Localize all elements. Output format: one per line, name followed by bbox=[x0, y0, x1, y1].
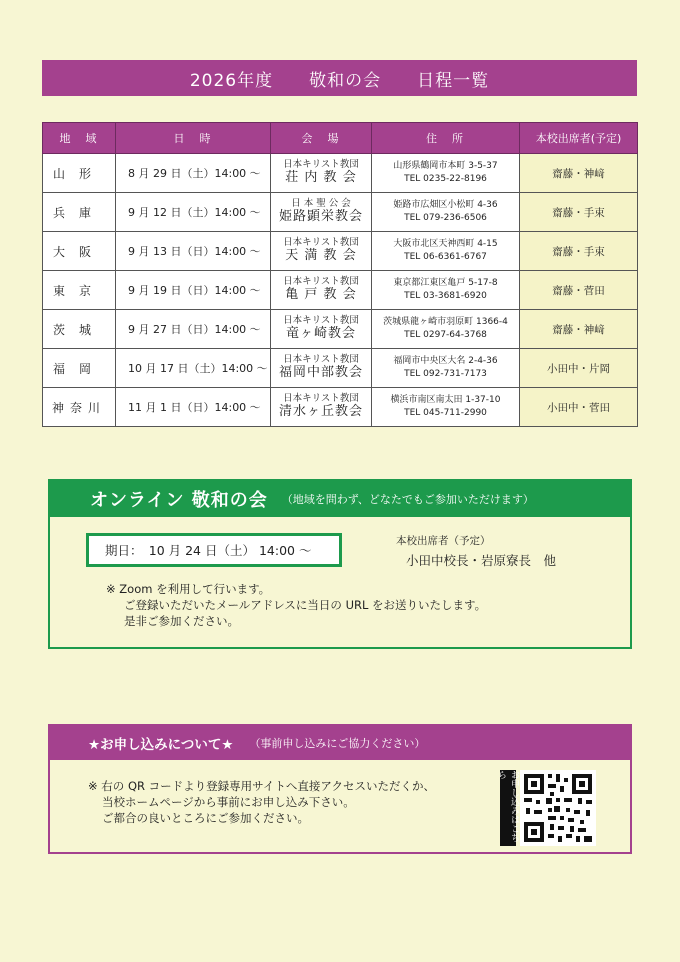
online-note: 是非ご参加ください。 bbox=[124, 614, 239, 628]
phone-line: TEL 03-3681-6920 bbox=[404, 291, 487, 301]
title-rest: 日程一覧 bbox=[417, 70, 490, 91]
date-cell: 9 月 12 日（土）14:00 ～ bbox=[116, 193, 271, 232]
online-title: オンライン 敬和の会 bbox=[90, 490, 268, 511]
online-attendee-label: 本校出席者（予定） bbox=[396, 535, 491, 547]
table-header-row bbox=[43, 123, 638, 154]
table-row bbox=[43, 154, 638, 193]
address-line: 横浜市南区南太田 1-37-10 bbox=[390, 394, 501, 405]
address-cell bbox=[372, 232, 520, 271]
title-name: 敬和の会 bbox=[309, 70, 382, 91]
attendee-cell: 小田中・片岡 bbox=[520, 349, 638, 388]
attendee-cell: 齋藤・神﨑 bbox=[520, 310, 638, 349]
header-venue: 会 場 bbox=[271, 123, 372, 154]
region-cell: 東京 bbox=[43, 271, 116, 310]
apply-notes bbox=[88, 778, 435, 826]
date-cell: 9 月 19 日（日）14:00 ～ bbox=[116, 271, 271, 310]
apply-note: ※ 右の QR コードより登録専用サイトへ直接アクセスいただくか、 bbox=[88, 779, 435, 793]
date-cell: 9 月 27 日（日）14:00 ～ bbox=[116, 310, 271, 349]
venue-name: 竜ヶ崎教会 bbox=[285, 325, 356, 341]
online-attendee-names: 小田中校長・岩原寮長 他 bbox=[406, 553, 557, 568]
online-notes bbox=[106, 581, 486, 629]
apply-note: 当校ホームページから事前にお申し込み下さい。 bbox=[102, 795, 355, 809]
venue-org: 日本キリスト教団 bbox=[283, 354, 359, 366]
address-line: 東京都江東区亀戸 5-17-8 bbox=[393, 277, 498, 288]
date-cell: 9 月 13 日（日）14:00 ～ bbox=[116, 232, 271, 271]
qr-code-icon[interactable] bbox=[520, 770, 596, 846]
attendee-cell: 齋藤・神﨑 bbox=[520, 154, 638, 193]
online-section bbox=[48, 479, 632, 649]
table-row bbox=[43, 310, 638, 349]
venue-org: 日本キリスト教団 bbox=[283, 159, 359, 171]
apply-header bbox=[50, 726, 630, 760]
apply-note: ご都合の良いところにご参加ください。 bbox=[102, 811, 309, 825]
venue-name: 福岡中部教会 bbox=[278, 364, 363, 380]
region-cell: 茨城 bbox=[43, 310, 116, 349]
region-cell: 神奈川 bbox=[43, 388, 116, 427]
address-line: 山形県鶴岡市本町 3-5-37 bbox=[393, 160, 498, 171]
attendee-cell: 小田中・菅田 bbox=[520, 388, 638, 427]
online-header bbox=[50, 481, 630, 517]
venue-name: 荘 内 教 会 bbox=[285, 169, 357, 185]
address-cell bbox=[372, 349, 520, 388]
table-row bbox=[43, 271, 638, 310]
table-row bbox=[43, 388, 638, 427]
venue-cell bbox=[271, 310, 372, 349]
venue-name: 天 満 教 会 bbox=[285, 247, 357, 263]
qr-label: お申し込みはこちら bbox=[500, 770, 516, 846]
header-address: 住 所 bbox=[372, 123, 520, 154]
venue-org: 日本キリスト教団 bbox=[283, 393, 359, 405]
page-title bbox=[42, 60, 637, 96]
phone-line: TEL 0235-22-8196 bbox=[404, 174, 487, 184]
apply-title: ★お申し込みについて★ bbox=[88, 737, 234, 753]
attendee-cell: 齋藤・菅田 bbox=[520, 271, 638, 310]
date-cell: 10 月 17 日（土）14:00 ～ bbox=[116, 349, 271, 388]
apply-section bbox=[48, 724, 632, 854]
venue-name: 姫路顕栄教会 bbox=[278, 208, 363, 224]
address-cell bbox=[372, 154, 520, 193]
venue-org: 日本キリスト教団 bbox=[283, 276, 359, 288]
venue-name: 清水ヶ丘教会 bbox=[278, 403, 363, 419]
address-line: 姫路市広畑区小松町 4-36 bbox=[393, 199, 498, 210]
address-cell bbox=[372, 310, 520, 349]
region-cell: 福岡 bbox=[43, 349, 116, 388]
date-cell: 8 月 29 日（土）14:00 ～ bbox=[116, 154, 271, 193]
venue-cell bbox=[271, 388, 372, 427]
phone-line: TEL 045-711-2990 bbox=[404, 408, 487, 418]
address-cell bbox=[372, 388, 520, 427]
online-subtitle: （地域を問わず、どなたでもご参加いただけます） bbox=[281, 493, 534, 506]
region-cell: 大阪 bbox=[43, 232, 116, 271]
schedule-table bbox=[42, 122, 638, 427]
address-cell bbox=[372, 193, 520, 232]
phone-line: TEL 06-6361-6767 bbox=[404, 252, 487, 262]
qr-code-graphic bbox=[520, 770, 596, 846]
region-cell: 山形 bbox=[43, 154, 116, 193]
phone-line: TEL 079-236-6506 bbox=[404, 213, 487, 223]
venue-cell bbox=[271, 154, 372, 193]
phone-line: TEL 092-731-7173 bbox=[404, 369, 487, 379]
attendee-cell: 齋藤・手束 bbox=[520, 232, 638, 271]
venue-org: 日 本 聖 公 会 bbox=[291, 198, 351, 210]
address-line: 茨城県龍ヶ崎市羽原町 1366-4 bbox=[383, 316, 508, 327]
apply-subtitle: （事前申し込みにご協力ください） bbox=[249, 737, 426, 750]
address-line: 福岡市中央区大名 2-4-36 bbox=[393, 355, 498, 366]
table-row bbox=[43, 193, 638, 232]
attendee-cell: 齋藤・手束 bbox=[520, 193, 638, 232]
date-cell: 11 月 1 日（日）14:00 ～ bbox=[116, 388, 271, 427]
venue-org: 日本キリスト教団 bbox=[283, 315, 359, 327]
online-date: 期日： 10 月 24 日（土） 14:00 ～ bbox=[86, 533, 342, 567]
address-cell bbox=[372, 271, 520, 310]
address-line: 大阪市北区天神西町 4-15 bbox=[393, 238, 498, 249]
venue-cell bbox=[271, 232, 372, 271]
venue-org: 日本キリスト教団 bbox=[283, 237, 359, 249]
table-row bbox=[43, 349, 638, 388]
region-cell: 兵庫 bbox=[43, 193, 116, 232]
venue-cell bbox=[271, 193, 372, 232]
header-date: 日 時 bbox=[116, 123, 271, 154]
online-note: ご登録いただいたメールアドレスに当日の URL をお送りいたします。 bbox=[124, 598, 487, 612]
header-region: 地 域 bbox=[43, 123, 116, 154]
venue-cell bbox=[271, 349, 372, 388]
venue-cell bbox=[271, 271, 372, 310]
title-year: 2026年度 bbox=[189, 70, 274, 91]
phone-line: TEL 0297-64-3768 bbox=[404, 330, 487, 340]
online-note: ※ Zoom を利用して行います。 bbox=[106, 582, 271, 596]
venue-name: 亀 戸 教 会 bbox=[285, 286, 357, 302]
header-attendees: 本校出席者(予定) bbox=[520, 123, 638, 154]
table-row bbox=[43, 232, 638, 271]
